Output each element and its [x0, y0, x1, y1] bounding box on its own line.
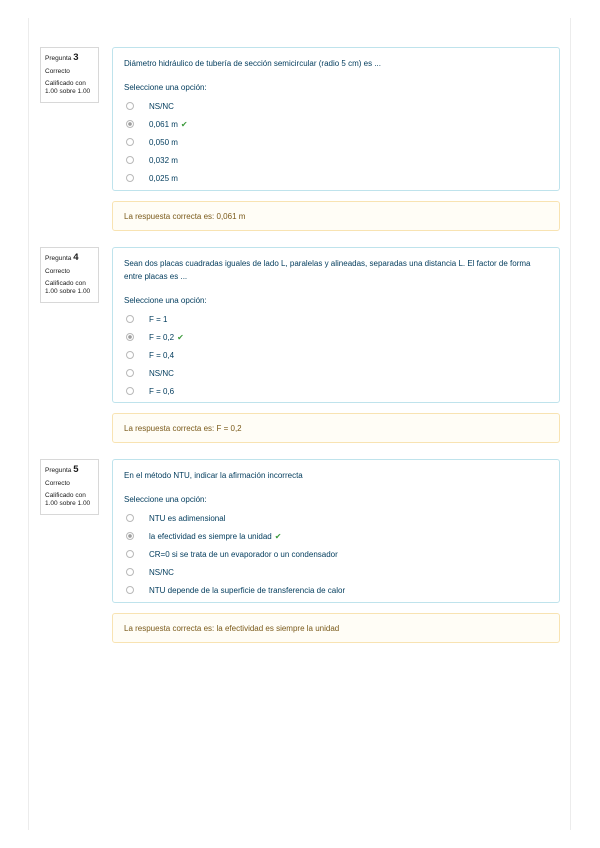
radio-button[interactable] [126, 156, 134, 164]
question-formulation-5 [112, 459, 560, 603]
radio-button[interactable] [126, 315, 134, 323]
question-status: Correcto [45, 267, 70, 275]
answer-list [124, 97, 549, 187]
question-label: Pregunta [45, 55, 72, 62]
answer-option[interactable] [124, 545, 549, 563]
answer-option[interactable] [124, 346, 549, 364]
radio-button[interactable] [126, 550, 134, 558]
grade-line-1: Calificado con [45, 491, 86, 499]
radio-button[interactable] [126, 387, 134, 395]
answer-option[interactable] [124, 310, 549, 328]
question-text: En el método NTU, indicar la afirmación incorrecta [124, 471, 303, 480]
correct-check-icon: ✔ [274, 531, 282, 541]
answer-option[interactable] [124, 509, 549, 527]
answer-option-selected[interactable] [124, 115, 549, 133]
answer-option[interactable] [124, 151, 549, 169]
answer-label: 0,025 m [149, 173, 178, 183]
question-number: 4 [73, 252, 79, 263]
question-formulation-4 [112, 247, 560, 403]
question-info-3 [40, 47, 99, 103]
answer-label: NS/NC [149, 101, 174, 111]
radio-button-checked[interactable] [126, 333, 134, 341]
correct-answer-feedback-5: La respuesta correcta es: la efectividad es siempre la unidad [112, 613, 560, 643]
question-info-5 [40, 459, 99, 515]
answer-label: NTU es adimensional [149, 513, 226, 523]
question-number: 3 [73, 52, 79, 63]
answer-label: la efectividad es siempre la unidad [149, 531, 272, 541]
question-text: Diámetro hidráulico de tubería de sección semicircular (radio 5 cm) es ... [124, 59, 381, 68]
answer-option[interactable] [124, 169, 549, 187]
radio-button-checked[interactable] [126, 120, 134, 128]
radio-button[interactable] [126, 586, 134, 594]
answer-label: CR=0 si se trata de un evaporador o un condensador [149, 549, 338, 559]
answer-option[interactable] [124, 382, 549, 400]
answer-label: 0,032 m [149, 155, 178, 165]
grade-line-2: 1.00 sobre 1.00 [45, 288, 91, 296]
answer-label: NS/NC [149, 368, 174, 378]
answer-option[interactable] [124, 97, 549, 115]
question-info-4 [40, 247, 99, 303]
answer-option[interactable] [124, 364, 549, 382]
radio-button[interactable] [126, 102, 134, 110]
question-text: Sean dos placas cuadradas iguales de lado L, paralelas y alineadas, separadas una distancia L. El factor de forma entre placas es ... [124, 259, 531, 281]
answer-option[interactable] [124, 133, 549, 151]
correct-answer-feedback-3: La respuesta correcta es: 0,061 m [112, 201, 560, 231]
answer-option-selected[interactable] [124, 328, 549, 346]
question-number-line [45, 252, 98, 265]
answer-prompt: Seleccione una opción: [124, 83, 207, 92]
radio-button[interactable] [126, 138, 134, 146]
answer-label: F = 0,4 [149, 350, 175, 360]
answer-list [124, 310, 549, 400]
radio-button[interactable] [126, 174, 134, 182]
radio-button[interactable] [126, 514, 134, 522]
grade-line-2: 1.00 sobre 1.00 [45, 88, 91, 96]
answer-option[interactable] [124, 563, 549, 581]
question-status: Correcto [45, 67, 70, 75]
radio-button[interactable] [126, 568, 134, 576]
answer-label: 0,050 m [149, 137, 178, 147]
answer-option[interactable] [124, 581, 549, 599]
question-number: 5 [73, 464, 79, 475]
grade-line-2: 1.00 sobre 1.00 [45, 500, 91, 508]
question-label: Pregunta [45, 467, 72, 474]
question-label: Pregunta [45, 255, 72, 262]
grade-line-1: Calificado con [45, 79, 86, 87]
correct-answer-feedback-4: La respuesta correcta es: F = 0,2 [112, 413, 560, 443]
question-formulation-3 [112, 47, 560, 191]
correct-check-icon: ✔ [177, 332, 184, 342]
answer-list [124, 509, 549, 599]
answer-option-selected[interactable] [124, 527, 549, 545]
answer-label: NS/NC [149, 567, 174, 577]
correct-check-icon: ✔ [180, 119, 188, 129]
question-number-line [45, 52, 98, 65]
radio-button-checked[interactable] [126, 532, 134, 540]
radio-button[interactable] [126, 369, 134, 377]
answer-prompt: Seleccione una opción: [124, 296, 207, 305]
answer-label: NTU depende de la superficie de transferencia de calor [149, 585, 346, 595]
answer-prompt: Seleccione una opción: [124, 495, 207, 504]
answer-label: F = 1 [149, 314, 168, 324]
answer-label: 0,061 m [149, 119, 178, 129]
question-number-line [45, 464, 98, 477]
question-status: Correcto [45, 479, 70, 487]
radio-button[interactable] [126, 351, 134, 359]
grade-line-1: Calificado con [45, 279, 86, 287]
answer-label: F = 0,2 [149, 332, 175, 342]
answer-label: F = 0,6 [149, 386, 175, 396]
